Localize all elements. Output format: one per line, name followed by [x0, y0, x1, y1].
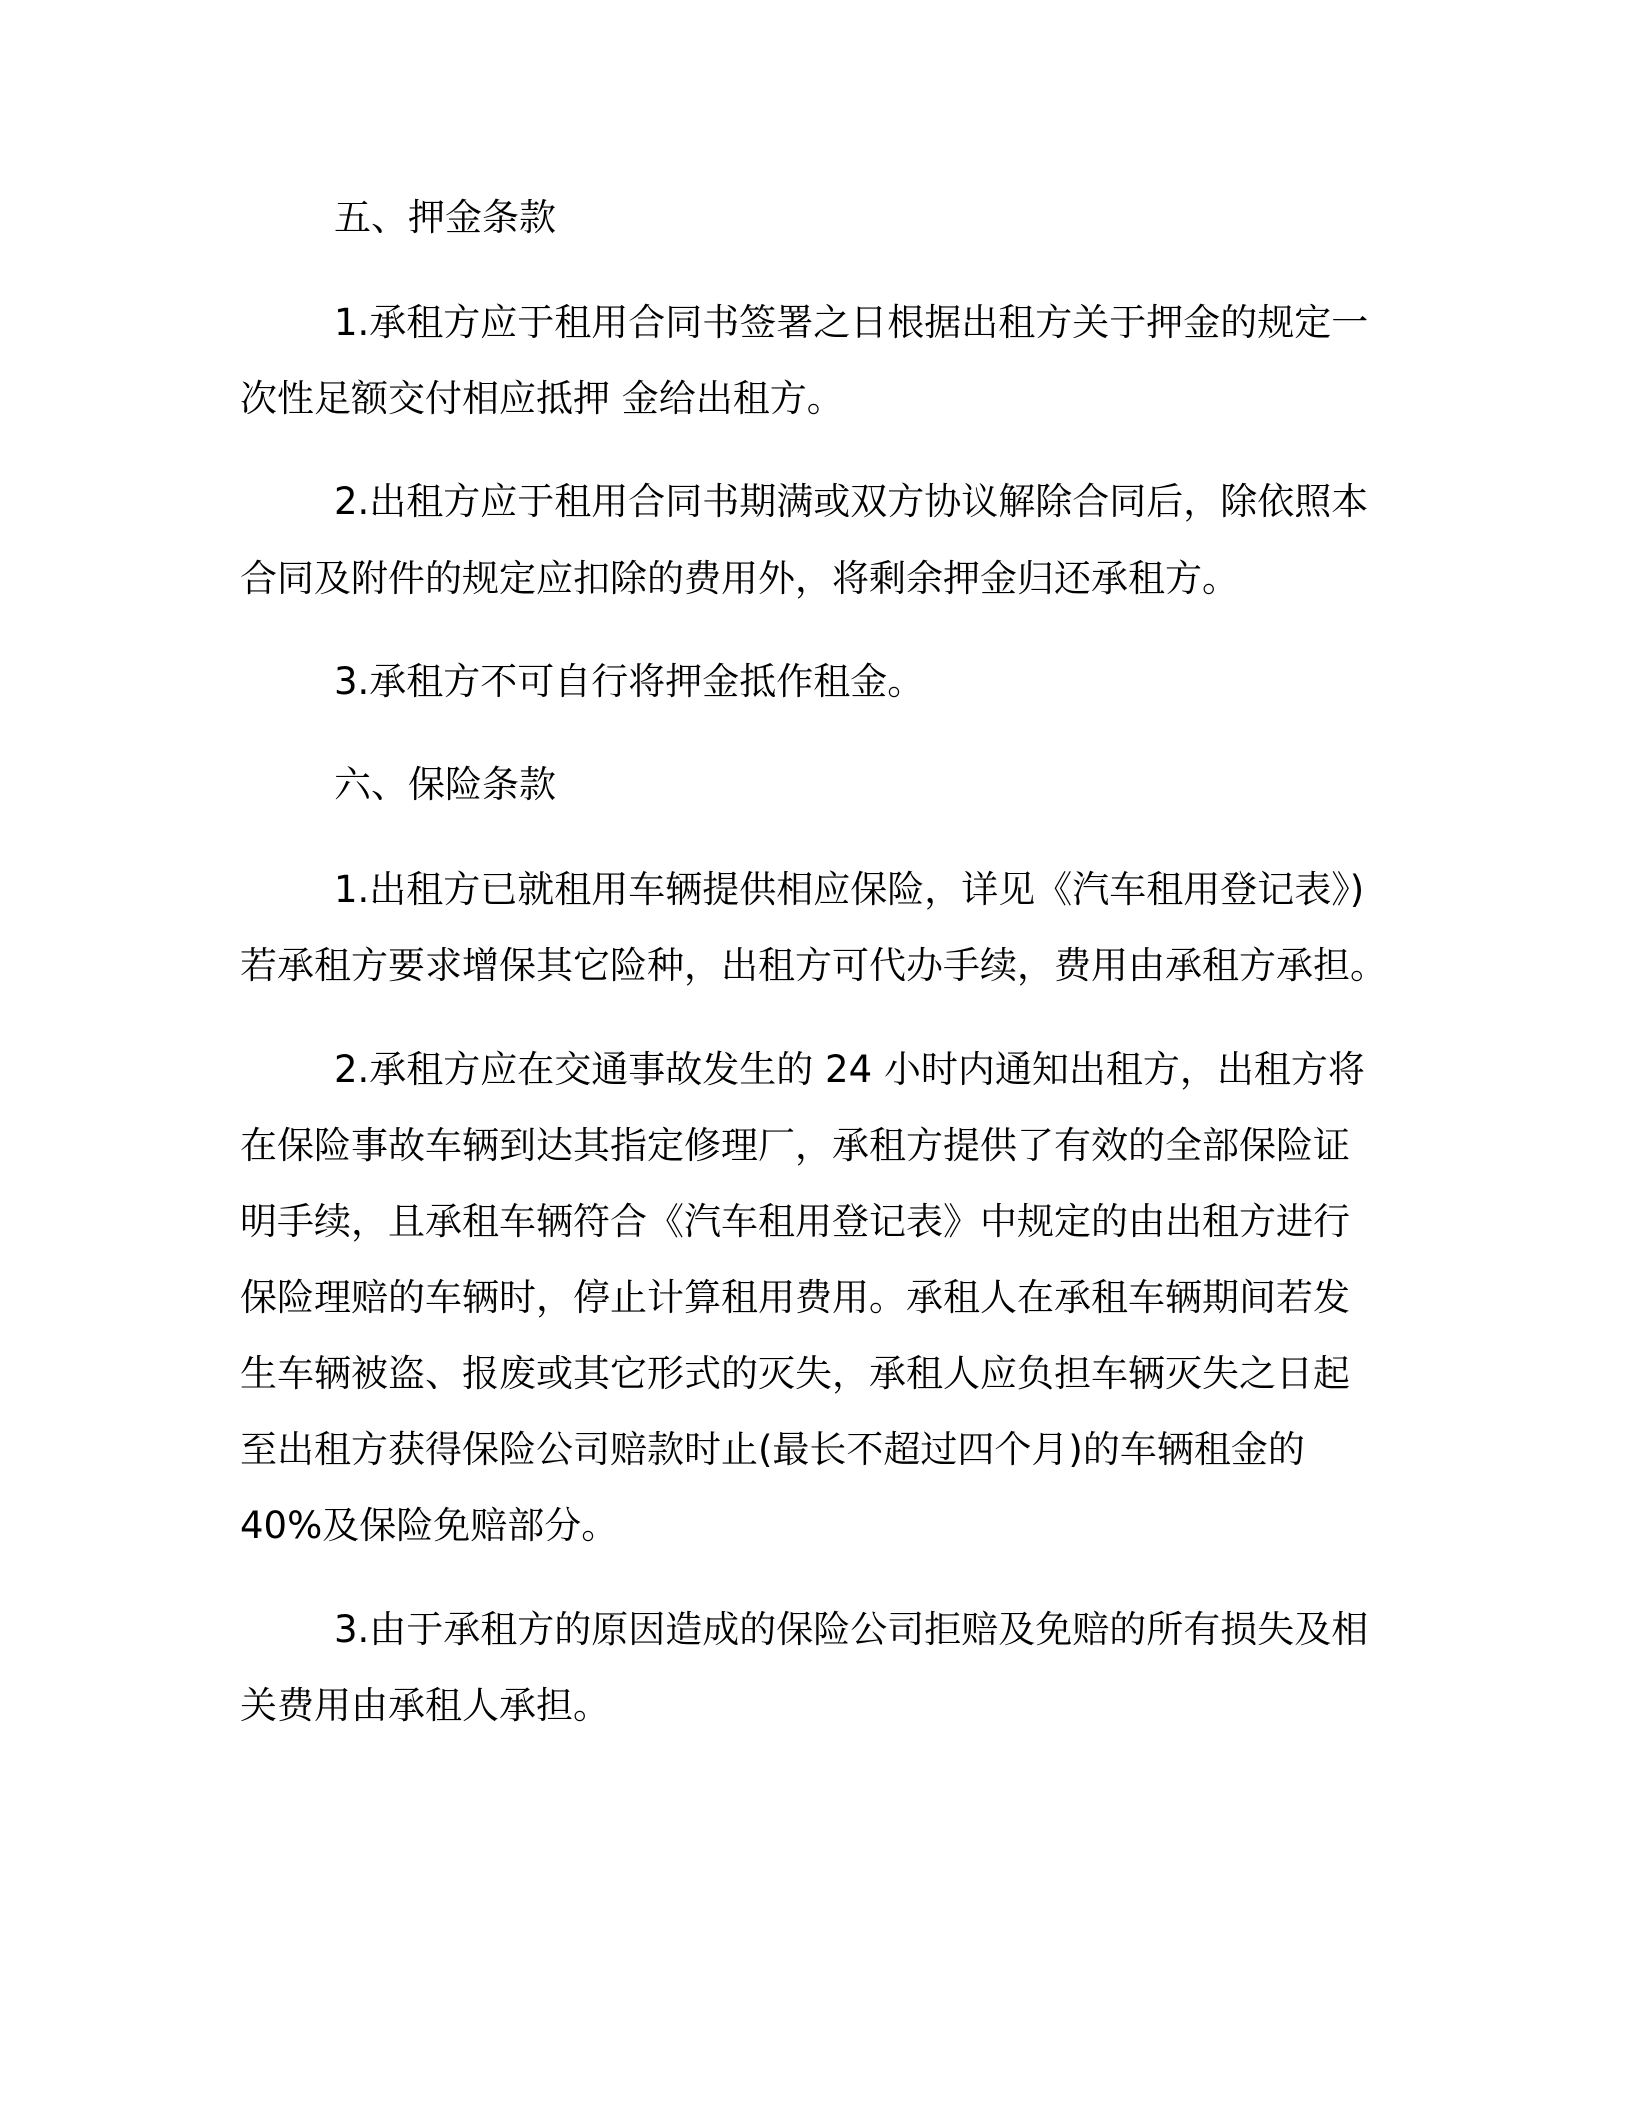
paragraph-line: 2.承租方应在交通事故发生的 24 小时内通知出租方，出租方将 [334, 1048, 1365, 1091]
paragraph-line: 40%及保险免赔部分。 [240, 1504, 619, 1547]
paragraph-line: 3.由于承租方的原因造成的保险公司拒赔及免赔的所有损失及相 [334, 1608, 1369, 1651]
paragraph-line: 合同及附件的规定应扣除的费用外，将剩余押金归还承租方。 [240, 557, 1239, 600]
paragraph-line: 次性足额交付相应抵押 金给出租方。 [240, 377, 844, 420]
paragraph-line: 关费用由承租人承担。 [240, 1684, 610, 1727]
paragraph-line: 至出租方获得保险公司赔款时止(最长不超过四个月)的车辆租金的 [240, 1428, 1305, 1471]
paragraph-line: 2.出租方应于租用合同书期满或双方协议解除合同后，除依照本 [334, 480, 1369, 523]
section-heading-deposit: 五、押金条款 [334, 196, 556, 239]
paragraph-line: 若承租方要求增保其它险种，出租方可代办手续，费用由承租方承担。 [240, 944, 1387, 987]
paragraph-line: 明手续，且承租车辆符合《汽车租用登记表》中规定的由出租方进行 [240, 1200, 1350, 1243]
paragraph-line: 1.出租方已就租用车辆提供相应保险，详见《汽车租用登记表》) [334, 868, 1365, 911]
section-heading-insurance: 六、保险条款 [334, 763, 556, 806]
paragraph-line: 生车辆被盗、报废或其它形式的灭失，承租人应负担车辆灭失之日起 [240, 1352, 1350, 1395]
paragraph-line: 在保险事故车辆到达其指定修理厂，承租方提供了有效的全部保险证 [240, 1124, 1350, 1167]
paragraph-line: 1.承租方应于租用合同书签署之日根据出租方关于押金的规定一 [334, 301, 1369, 344]
paragraph-line: 3.承租方不可自行将押金抵作租金。 [334, 660, 925, 703]
paragraph-line: 保险理赔的车辆时，停止计算租用费用。承租人在承租车辆期间若发 [240, 1276, 1350, 1319]
